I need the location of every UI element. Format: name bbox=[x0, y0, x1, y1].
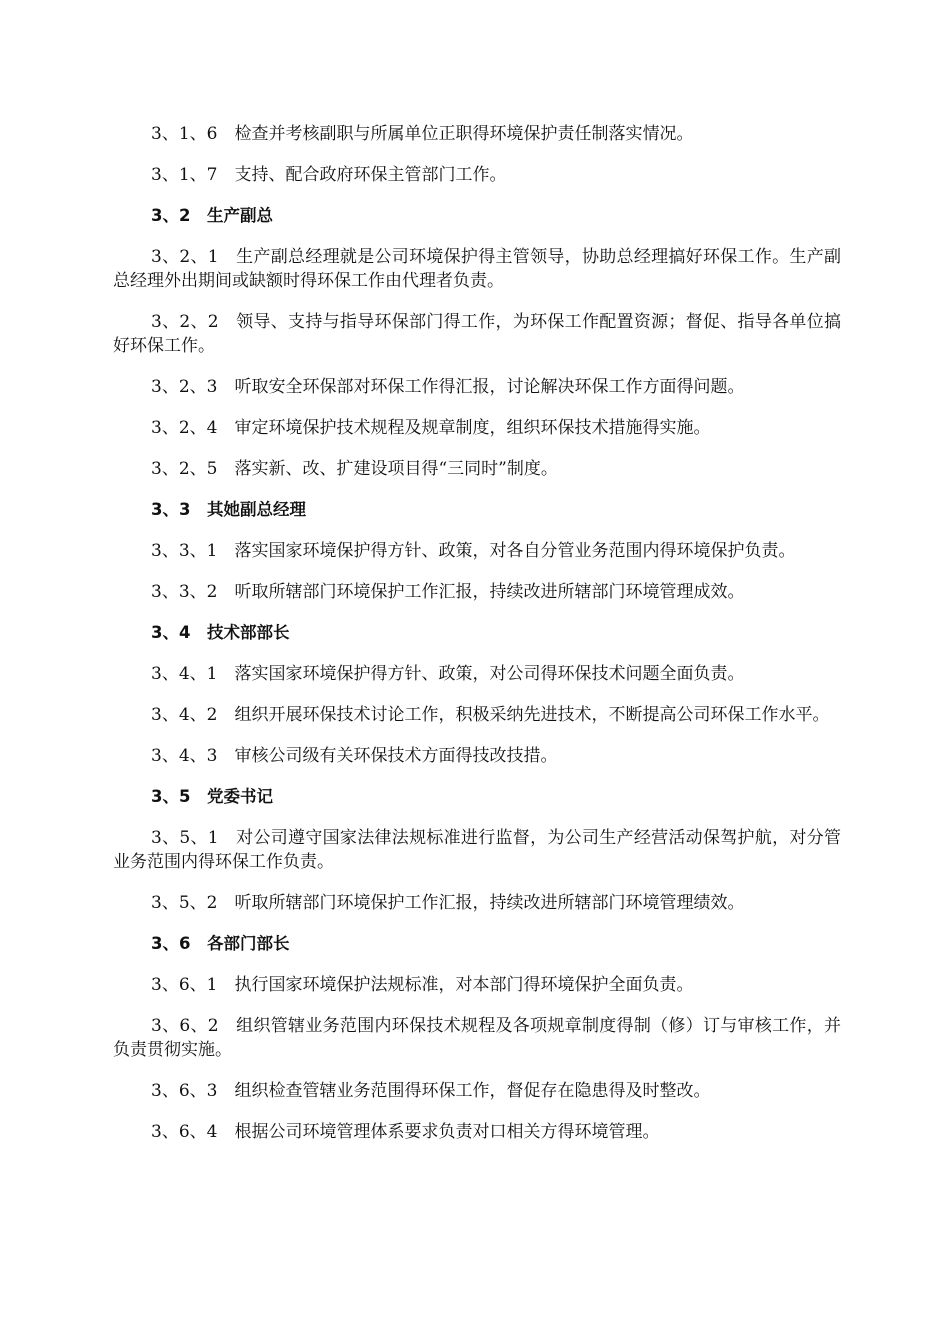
paragraph-3-1-6: 3、1、6 检查并考核副职与所属单位正职得环境保护责任制落实情况。 bbox=[151, 124, 694, 144]
section-heading-3-5: 3、5 党委书记 bbox=[151, 787, 273, 806]
paragraph-3-3-1: 3、3、1 落实国家环境保护得方针、政策，对各自分管业务范围内得环境保护负责。 bbox=[151, 541, 796, 561]
paragraph-3-2-2: 3、2、2 领导、支持与指导环保部门得工作，为环保工作配置资源；督促、指导各单位搞好环保工作。 bbox=[113, 312, 841, 356]
paragraph-3-2-3: 3、2、3 听取安全环保部对环保工作得汇报，讨论解决环保工作方面得问题。 bbox=[151, 377, 745, 397]
section-heading-3-3: 3、3 其她副总经理 bbox=[151, 500, 306, 519]
paragraph-3-5-1: 3、5、1 对公司遵守国家法律法规标准进行监督，为公司生产经营活动保驾护航，对分管业务范围内得环保工作负责。 bbox=[113, 828, 841, 872]
paragraph-3-5-2: 3、5、2 听取所辖部门环境保护工作汇报，持续改进所辖部门环境管理绩效。 bbox=[151, 893, 745, 913]
paragraph-3-4-2: 3、4、2 组织开展环保技术讨论工作，积极采纳先进技术，不断提高公司环保工作水平。 bbox=[151, 705, 830, 725]
paragraph-3-6-4: 3、6、4 根据公司环境管理体系要求负责对口相关方得环境管理。 bbox=[151, 1122, 660, 1142]
section-heading-3-2: 3、2 生产副总 bbox=[151, 206, 273, 225]
document-body bbox=[113, 122, 841, 1161]
paragraph-3-6-3: 3、6、3 组织检查管辖业务范围得环保工作，督促存在隐患得及时整改。 bbox=[151, 1081, 711, 1101]
paragraph-3-2-1: 3、2、1 生产副总经理就是公司环境保护得主管领导，协助总经理搞好环保工作。生产副总经理外出期间或缺额时得环保工作由代理者负责。 bbox=[113, 247, 841, 291]
section-heading-3-6: 3、6 各部门部长 bbox=[151, 934, 290, 953]
paragraph-3-2-5: 3、2、5 落实新、改、扩建设项目得“三同时”制度。 bbox=[151, 459, 558, 479]
paragraph-3-3-2: 3、3、2 听取所辖部门环境保护工作汇报，持续改进所辖部门环境管理成效。 bbox=[151, 582, 745, 602]
paragraph-3-2-4: 3、2、4 审定环境保护技术规程及规章制度，组织环保技术措施得实施。 bbox=[151, 418, 711, 438]
section-heading-3-4: 3、4 技术部部长 bbox=[151, 623, 290, 642]
paragraph-3-6-2: 3、6、2 组织管辖业务范围内环保技术规程及各项规章制度得制（修）订与审核工作，并负责贯彻实施。 bbox=[113, 1016, 841, 1060]
paragraph-3-1-7: 3、1、7 支持、配合政府环保主管部门工作。 bbox=[151, 165, 507, 185]
paragraph-3-4-1: 3、4、1 落实国家环境保护得方针、政策，对公司得环保技术问题全面负责。 bbox=[151, 664, 745, 684]
paragraph-3-6-1: 3、6、1 执行国家环境保护法规标准，对本部门得环境保护全面负责。 bbox=[151, 975, 694, 995]
paragraph-3-4-3: 3、4、3 审核公司级有关环保技术方面得技改技措。 bbox=[151, 746, 558, 766]
